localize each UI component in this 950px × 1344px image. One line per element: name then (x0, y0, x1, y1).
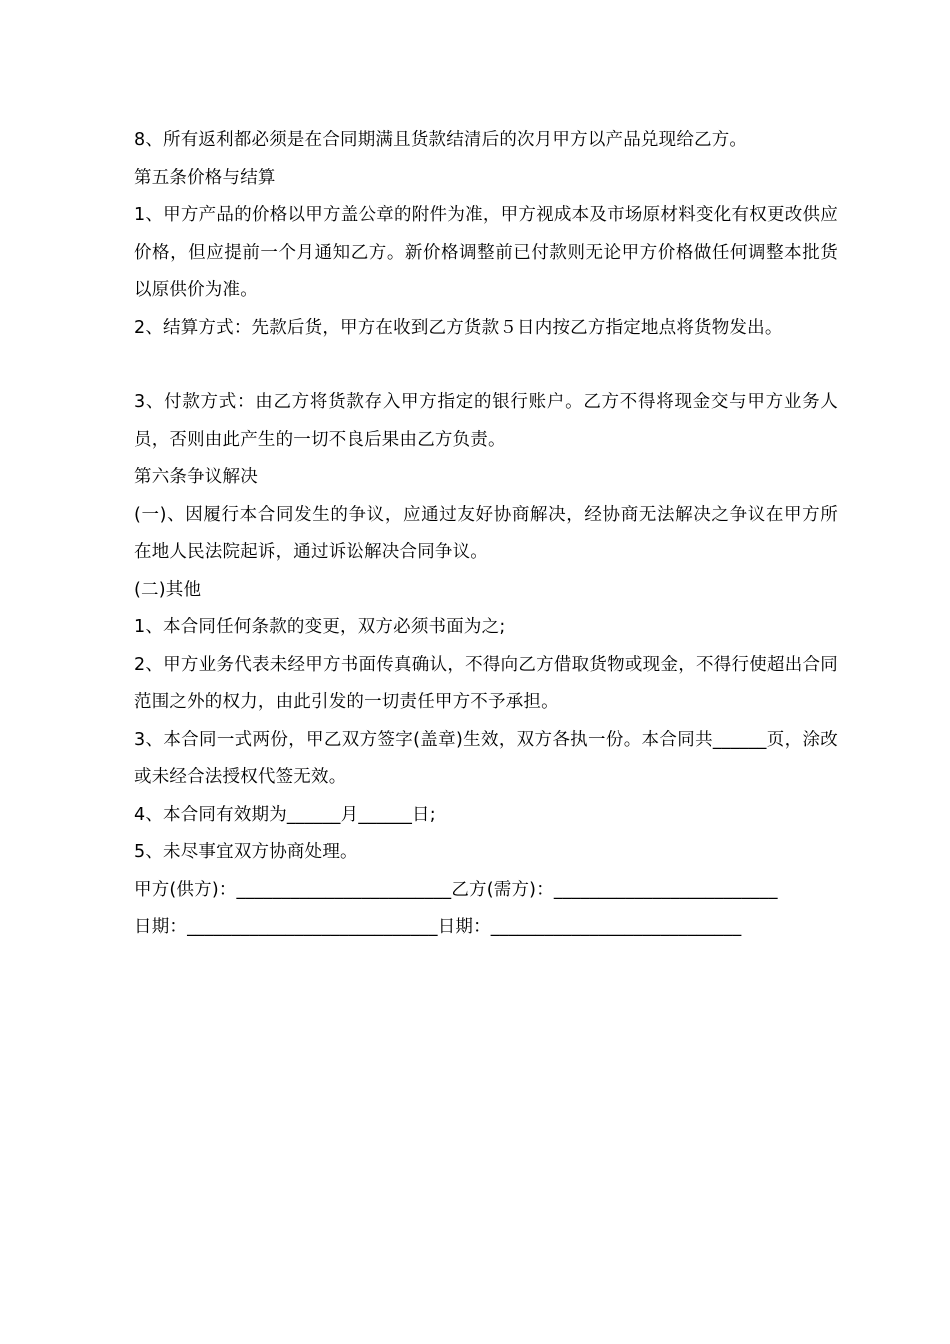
section-6-heading: 第六条争议解决 (134, 467, 258, 487)
signature-parties-line: 甲方(供方)：________________________乙方(需方)：_________________________ (134, 879, 778, 900)
blank-line (113, 347, 838, 384)
clause-price-basis: 1、甲方产品的价格以甲方盖公章的附件为准，甲方视成本及市场原材料变化有权更改供应价格，但应提前一个月通知乙方。新价格调整前已付款则无论甲方价格做任何调整本批货以原供价为准。 (134, 205, 838, 300)
clause-payment-method: 3、付款方式：由乙方将货款存入甲方指定的银行账户。乙方不得将现金交与甲方业务人员，否则由此产生的一切不良后果由乙方负责。 (134, 392, 838, 450)
clause-copies: 3、本合同一式两份，甲乙双方签字(盖章)生效，双方各执一份。本合同共______页，涂改或未经合法授权代签无效。 (134, 729, 838, 787)
clause-validity-period: 4、本合同有效期为______月______日; (134, 804, 436, 825)
subsection-other-heading: (二)其他 (134, 579, 202, 600)
signature-date-line: 日期：____________________________日期：____________________________ (134, 917, 742, 937)
clause-amendment: 1、本合同任何条款的变更，双方必须书面为之; (134, 617, 506, 637)
section-5-heading: 第五条价格与结算 (134, 167, 276, 188)
contract-body (113, 122, 838, 947)
clause-8-rebate: 8、所有返利都必须是在合同期满且货款结清后的次月甲方以产品兑现给乙方。 (134, 130, 748, 150)
clause-sales-rep-authority: 2、甲方业务代表未经甲方书面传真确认，不得向乙方借取货物或现金，不得行使超出合同范围之外的权力，由此引发的一切责任甲方不予承担。 (134, 654, 838, 712)
clause-miscellaneous: 5、未尽事宜双方协商处理。 (134, 842, 358, 862)
clause-dispute-resolution: (一)、因履行本合同发生的争议，应通过友好协商解决，经协商无法解决之争议在甲方所在地人民法院起诉，通过诉讼解决合同争议。 (134, 504, 838, 562)
clause-settlement-method: 2、结算方式：先款后货，甲方在收到乙方货款５日内按乙方指定地点将货物发出。 (134, 317, 783, 338)
